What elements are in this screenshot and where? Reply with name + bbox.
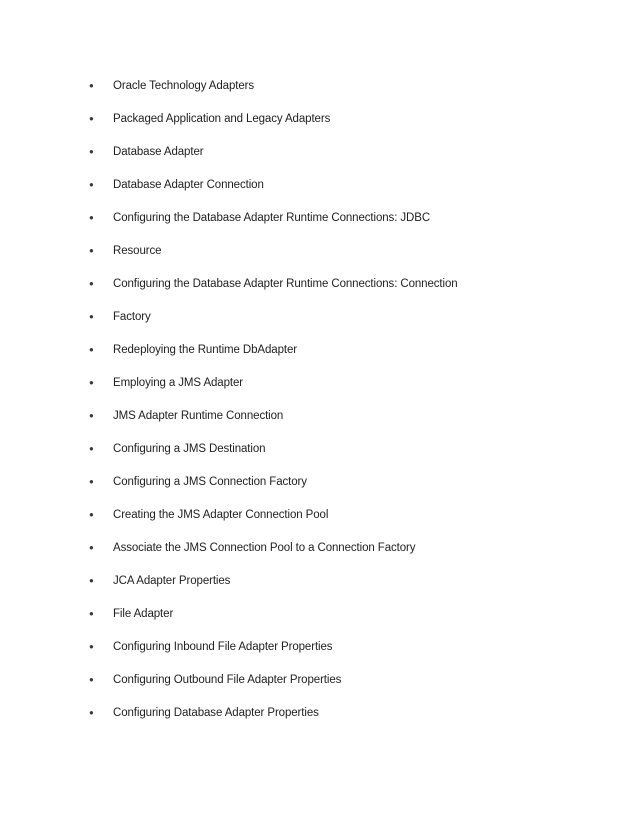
bullet-icon: ● [89,378,94,387]
list-item [89,143,609,176]
list-item-text: Factory [113,311,151,323]
list-item [89,407,609,440]
list-item [89,671,609,704]
list-item-text: Redeploying the Runtime DbAdapter [113,344,298,356]
list-item [89,440,609,473]
bullet-icon: ● [89,543,94,552]
list-item [89,704,609,737]
list-item [89,110,609,143]
list-item [89,374,609,407]
bullet-icon: ● [89,114,94,123]
list-item [89,308,609,341]
list-item-text: Configuring a JMS Connection Factory [113,476,307,488]
list-item-text: Configuring the Database Adapter Runtime Connections: Connection [113,278,458,290]
list-item-text: Employing a JMS Adapter [113,377,244,389]
bullet-icon: ● [89,510,94,519]
list-item [89,341,609,374]
bullet-icon: ● [89,477,94,486]
list-item-text: Database Adapter [113,146,204,158]
list-item-text: Database Adapter Connection [113,179,264,191]
bullet-icon: ● [89,576,94,585]
bullet-icon: ● [89,642,94,651]
list-item-text: Configuring Database Adapter Properties [113,707,319,719]
bullet-icon: ● [89,708,94,717]
bullet-icon: ● [89,246,94,255]
list-item [89,539,609,572]
list-item [89,176,609,209]
list-item-text: Associate the JMS Connection Pool to a Connection Factory [113,542,416,554]
list-item-text: Configuring a JMS Destination [113,443,266,455]
list-item [89,77,609,110]
list-item-text: File Adapter [113,608,174,620]
list-item-text: Configuring the Database Adapter Runtime Connections: JDBC [113,212,431,224]
list-item [89,506,609,539]
list-item-text: JCA Adapter Properties [113,575,231,587]
bullet-icon: ● [89,345,94,354]
list-item-text: Resource [113,245,162,257]
list-item [89,242,609,275]
list-item [89,572,609,605]
bullet-list [89,77,609,737]
list-item [89,638,609,671]
list-item [89,473,609,506]
list-item-text: Packaged Application and Legacy Adapters [113,113,331,125]
bullet-icon: ● [89,213,94,222]
list-item-text: Configuring Inbound File Adapter Properties [113,641,333,653]
bullet-icon: ● [89,444,94,453]
list-item-text: JMS Adapter Runtime Connection [113,410,284,422]
list-item-text: Configuring Outbound File Adapter Properties [113,674,342,686]
bullet-icon: ● [89,180,94,189]
bullet-icon: ● [89,675,94,684]
bullet-icon: ● [89,279,94,288]
list-item [89,209,609,242]
bullet-icon: ● [89,609,94,618]
bullet-icon: ● [89,411,94,420]
list-item-text: Creating the JMS Adapter Connection Pool [113,509,329,521]
list-item [89,605,609,638]
bullet-icon: ● [89,147,94,156]
list-item [89,275,609,308]
list-item-text: Oracle Technology Adapters [113,80,255,92]
bullet-icon: ● [89,81,94,90]
bullet-icon: ● [89,312,94,321]
